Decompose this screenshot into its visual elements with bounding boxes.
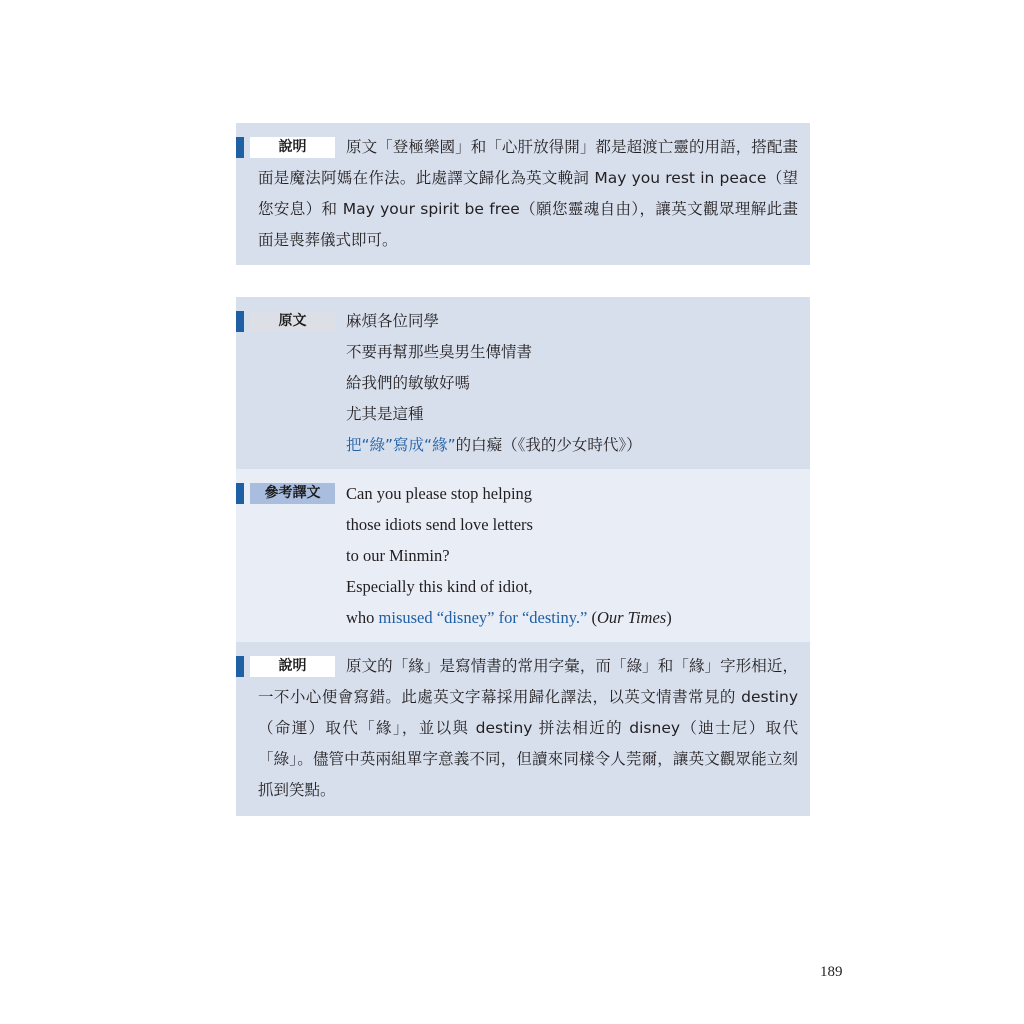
- original-lines: [346, 306, 642, 461]
- original-line: [346, 430, 642, 461]
- translation-line: Can you please stop helping: [346, 484, 533, 503]
- translation-panel: [236, 469, 810, 642]
- original-line: 給我們的敏敏好嗎: [346, 374, 471, 392]
- tag-label: 說明: [250, 656, 335, 677]
- translation-line: those idiots send love letters: [346, 515, 533, 534]
- original-text-panel: [236, 297, 810, 469]
- tag-marker: [236, 656, 244, 677]
- translation-line: to our Minmin?: [346, 546, 450, 565]
- tag-label: 參考譯文: [250, 483, 335, 504]
- page-number: 189: [820, 964, 843, 980]
- tag-marker: [236, 311, 244, 332]
- original-highlight: 把“綠”寫成“緣”: [346, 436, 456, 454]
- explanation-text-2: 原文的「緣」是寫情書的常用字彙，而「綠」和「緣」字形相近，一不小心便會寫錯。此處英文字幕採用歸化譯法，以英文情書常見的 destiny（命運）取代「緣」，並以與 destiny 拼法相近的 disney（迪士尼）取代「綠」。儘管中英兩組單字意義不同，但讀來同樣令人莞爾，讓英文觀眾能立刻抓到笑點。: [258, 657, 798, 799]
- original-line: 麻煩各位同學: [346, 312, 440, 330]
- explanation-panel-1: [236, 123, 810, 265]
- tag-label: 原文: [250, 311, 335, 332]
- translation-film-title: Our Times: [596, 608, 667, 627]
- original-line-rest: 的白癡（《我的少女時代》）: [455, 436, 642, 454]
- explanation-panel-2: [236, 642, 810, 816]
- tag-marker: [236, 483, 244, 504]
- translation-line-pre: who: [346, 608, 379, 627]
- translation-line-end: ): [666, 608, 672, 627]
- translation-line: [346, 602, 672, 633]
- translation-line-mid: (: [587, 608, 597, 627]
- tag-marker: [236, 137, 244, 158]
- original-line: 不要再幫那些臭男生傳情書: [346, 343, 533, 361]
- translation-line: Especially this kind of idiot,: [346, 577, 533, 596]
- tag-label: 說明: [250, 137, 335, 158]
- explanation-text-1: 原文「登極樂國」和「心肝放得開」都是超渡亡靈的用語，搭配畫面是魔法阿媽在作法。此處譯文歸化為英文輓詞 May you rest in peace（望您安息）和 May your spirit be free（願您靈魂自由），讓英文觀眾理解此畫面是喪葬儀式即可。: [258, 138, 798, 249]
- original-line: 尤其是這種: [346, 405, 424, 423]
- translation-lines: [346, 478, 672, 633]
- translation-highlight: misused “disney” for “destiny.”: [378, 608, 588, 627]
